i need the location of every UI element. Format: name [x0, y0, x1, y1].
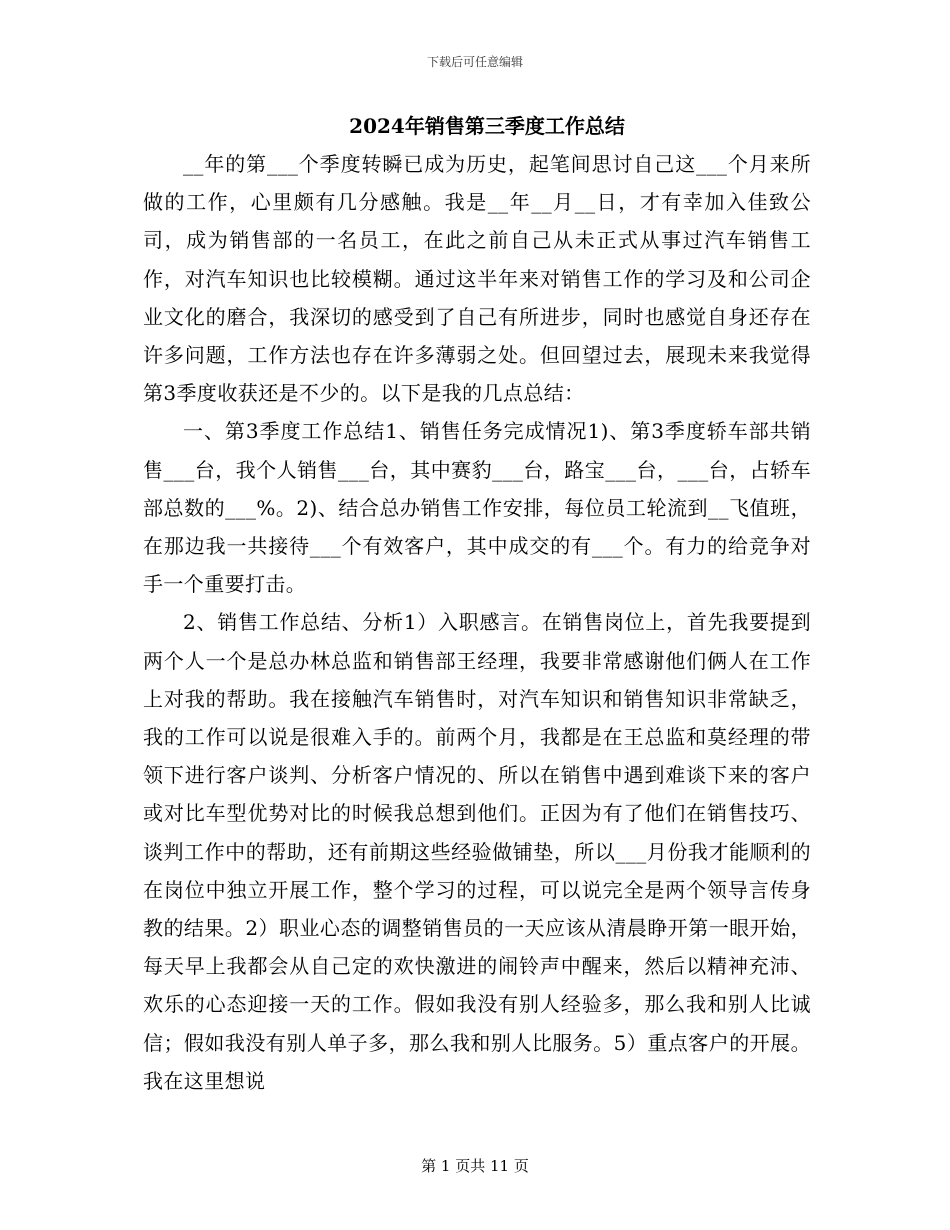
- paragraph-section-2: 2、销售工作总结、分析1）入职感言。在销售岗位上，首先我要提到两个人一个是总办林总监和销售部王经理，我要非常感谢他们俩人在工作上对我的帮助。我在接触汽车销售时，对汽车知识和销售知识非常缺乏，我的工作可以说是很难入手的。前两个月，我都是在王总监和莫经理的带领下进行客户谈判、分析客户情况的、所以在销售中遇到难谈下来的客户或对比车型优势对比的时候我总想到他们。正因为有了他们在销售技巧、谈判工作中的帮助，还有前期这些经验做铺垫，所以___月份我才能顺利的在岗位中独立开展工作，整个学习的过程，可以说完全是两个领导言传身教的结果。2）职业心态的调整销售员的一天应该从清晨睁开第一眼开始，每天早上我都会从自己定的欢快激进的闹铃声中醒来，然后以精神充沛、欢乐的心态迎接一天的工作。假如我没有别人经验多，那么我和别人比诚信；假如我没有别人单子多，那么我和别人比服务。5）重点客户的开展。我在这里想说: [143, 610, 811, 1093]
- document-body: [143, 145, 811, 1100]
- header-note: 下载后可任意编辑: [426, 55, 523, 69]
- paragraph-section-1: 一、第3季度工作总结1、销售任务完成情况1)、第3季度轿车部共销售___台，我个人销售___台，其中赛豹___台，路宝___台，___台，占轿车部总数的___%。2)、结合总办销售工作安排，每位员工轮流到__飞值班，在那边我一共接待___个有效客户，其中成交的有___个。有力的给竞争对手一个重要打击。: [143, 419, 811, 597]
- document-title: 2024年销售第三季度工作总结: [349, 114, 625, 138]
- page-number: 第 1 页共 11 页: [421, 1157, 529, 1175]
- paragraph-intro: __年的第___个季度转瞬已成为历史，起笔间思讨自己这___个月来所做的工作，心里颇有几分感触。我是__年__月__日，才有幸加入佳致公司，成为销售部的一名员工，在此之前自己从未正式从事过汽车销售工作，对汽车知识也比较模糊。通过这半年来对销售工作的学习及和公司企业文化的磨合，我深切的感受到了自己有所进步，同时也感觉自身还存在许多问题，工作方法也存在许多薄弱之处。但回望过去，展现未来我觉得第3季度收获还是不少的。以下是我的几点总结：: [143, 152, 811, 406]
